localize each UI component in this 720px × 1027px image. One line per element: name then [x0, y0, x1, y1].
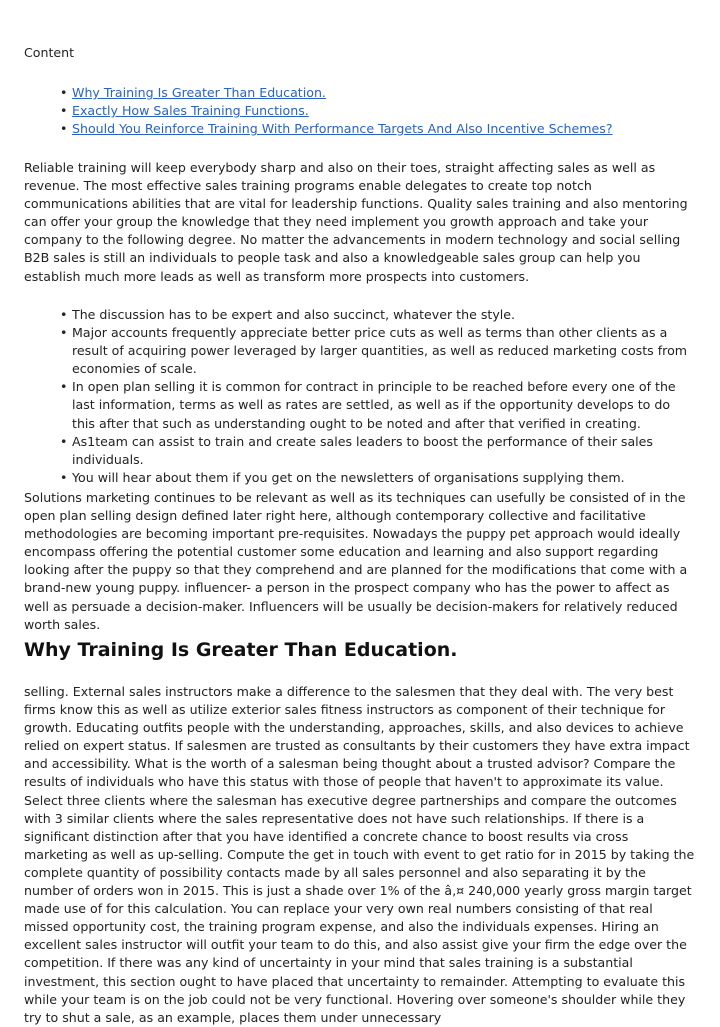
toc-label: Content: [24, 45, 75, 60]
bullet-list: [24, 306, 696, 487]
bullet-item: • In open plan selling it is common for contract in principle to be reached before every one of the last information, terms as well as rates are settled, as well as if the opportunity develops to do this after that such as understanding ought to be noted and after that verified in creating.: [24, 378, 696, 432]
second-paragraph: Solutions marketing continues to be relevant as well as its techniques can usefully be consisted of in the open plan selling design defined later right here, although contemporary collective and facilitative methodologies are becoming important pre-requisites. Nowadays the puppy pet approach would ideally encompass offering the potential customer some education and learning and also support regarding looking after the puppy so that they comprehend and are planned for the modifications that come with a brand-new young puppy. influencer- a person in the prospect company who has the power to affect as well as persuade a decision-maker. Influencers will be usually be decision-makers for relatively reduced worth sales.: [24, 490, 688, 632]
toc-link-why-training[interactable]: Why Training Is Greater Than Education.: [72, 85, 326, 100]
intro-paragraph: Reliable training will keep everybody sharp and also on their toes, straight affecting sales as well as revenue. The most effective sales training programs enable delegates to create top notch communications abilities that are vital for leadership functions. Quality sales training and also mentoring can offer your group the knowledge that they need implement you growth approach and take your company to the following degree. No matter the advancements in modern technology and social selling B2B sales is still an individuals to people task and also a knowledgeable sales group can help you establish much more leads as well as transform more prospects into customers.: [24, 160, 688, 284]
bullet-item: • You will hear about them if you get on the newsletters of organisations supplying them.: [24, 469, 696, 487]
toc-link-reinforce-training[interactable]: Should You Reinforce Training With Performance Targets And Also Incentive Schemes?: [72, 121, 613, 136]
toc-link-how-sales-training[interactable]: Exactly How Sales Training Functions.: [72, 103, 309, 118]
section-paragraph: selling. External sales instructors make a difference to the salesmen that they deal with. The very best firms know this as well as utilize exterior sales fitness instructors as component of their technique for growth. Educating outfits people with the understanding, approaches, skills, and also devices to achieve relied on expert status. If salesmen are trusted as consultants by their customers they have extra impact and accessibility. What is the worth of a salesman being thought about a trusted advisor? Compare the results of individuals who have this status with those of people that haven't to approximate its value. Select three clients where the salesman has executive degree partnerships and compare the outcomes with 3 similar clients where the sales representative does not have such relationships. If there is a significant distinction after that you have identified a concrete chance to boost results via cross marketing as well as up-selling. Compute the get in touch with event to get ratio for in 2015 by taking the complete quantity of possibility contacts made by all sales personnel and also separating it by the number of orders won in 2015. This is just a shade over 1% of the â‚¤ 240,000 yearly gross margin target made use of for this calculation. You can replace your very own real numbers consisting of that real missed opportunity cost, the training program expense, and also the individuals expenses. Hiring an excellent sales instructor will outfit your team to do this, and also assist give your firm the edge over the competition. If there was any kind of uncertainty in your mind that sales training is a substantial investment, this section ought to have placed that uncertainty to remainder. Attempting to evaluate this while your team is on the job could not be very functional. Hovering over someone's shoulder while they try to shut a sale, as an example, places them under unnecessary: [24, 684, 695, 1025]
toc-item: [24, 120, 613, 138]
bullet-item: • The discussion has to be expert and also succinct, whatever the style.: [24, 306, 696, 324]
toc-item: [24, 102, 613, 120]
bullet-item: • As1team can assist to train and create sales leaders to boost the performance of their sales individuals.: [24, 433, 696, 469]
toc-item: [24, 84, 613, 102]
bullet-item: • Major accounts frequently appreciate better price cuts as well as terms than other clients as a result of acquiring power leveraged by larger quantities, as well as reduced marketing costs from economies of scale.: [24, 324, 696, 378]
table-of-contents: [24, 84, 613, 138]
section-heading: Why Training Is Greater Than Education.: [24, 639, 458, 661]
